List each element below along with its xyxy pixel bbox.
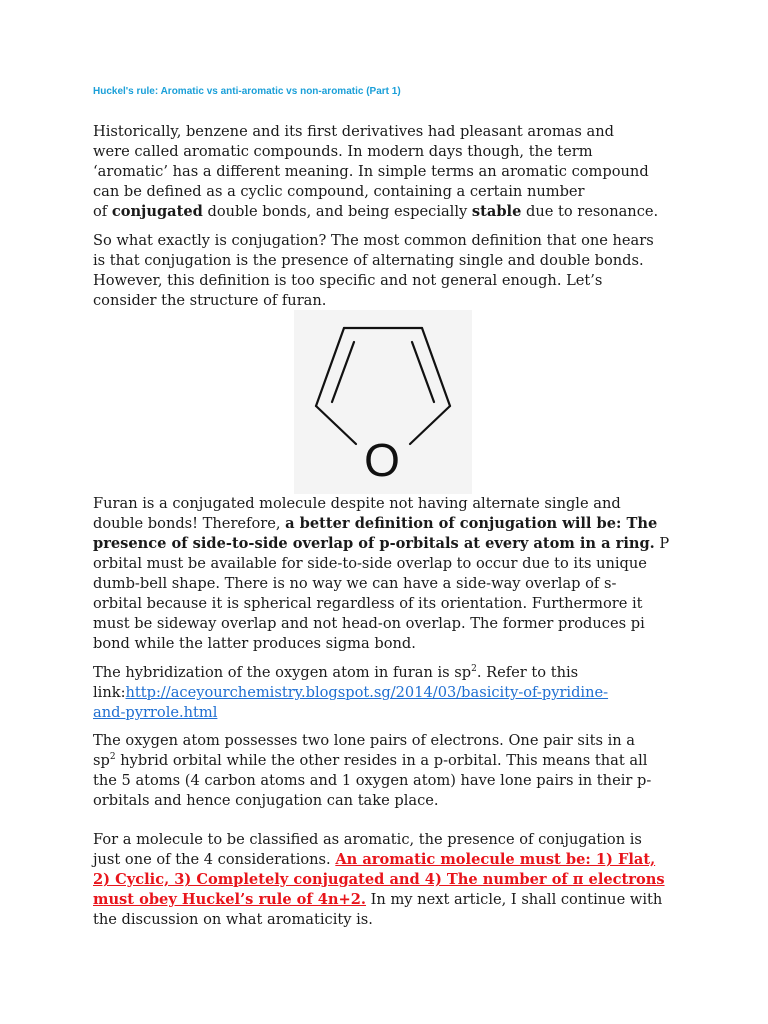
superscript: 2 [109,752,116,763]
paragraph-lone-pairs [93,731,683,811]
text-line: Furan is a conjugated molecule despite not having alternate single and [93,495,621,512]
text-line: orbital because it is spherical regardless of its orientation. Furthermore it [93,595,643,612]
highlighted-criteria: An aromatic molecule must be: 1) Flat, [335,851,656,868]
paragraph-intro [93,122,683,222]
text-line [93,663,683,683]
text-line: consider the structure of furan. [93,292,327,309]
blog-link-continued[interactable]: and-pyrrole.html [93,704,218,721]
superscript: 2 [471,664,477,675]
text-run: In my next article, I shall continue with [366,891,663,908]
text-run: sp [93,752,110,769]
bold-definition: presence of side-to-side overlap of p-orbitals at every atom in a ring. [93,535,655,552]
text-line [93,534,683,554]
text-line [93,202,683,222]
text-line [93,703,683,723]
text-line: must be sideway overlap and not head-on overlap. The former produces pi [93,615,645,632]
bold-term-conjugated: conjugated [111,203,203,220]
text-line: So what exactly is conjugation? The most common definition that one hears [93,232,654,249]
text-run: P [654,535,670,552]
blog-link[interactable]: http://aceyourchemistry.blogspot.sg/2014/03/basicity-of-pyridine- [125,684,609,701]
text-run: of [93,203,112,220]
text-run: The hybridization of the oxygen atom in furan is sp [93,664,472,681]
text-run: double bonds, and being especially [202,203,472,220]
text-line: The oxygen atom possesses two lone pairs of electrons. One pair sits in a [93,732,635,749]
text-line: Historically, benzene and its first derivatives had pleasant aromas and [93,123,614,140]
text-line: However, this definition is too specific and not general enough. Let’s [93,272,603,289]
paragraph-conjugation [93,231,683,311]
paragraph-furan [93,494,683,654]
text-line: the 5 atoms (4 carbon atoms and 1 oxygen atom) have lone pairs in their p- [93,772,652,789]
text-run: due to resonance. [521,203,659,220]
paragraph-aromatic-criteria [93,830,683,930]
text-run: just one of the 4 considerations. [93,851,336,868]
text-line: is that conjugation is the presence of alternating single and double bonds. [93,252,644,269]
text-line [93,514,683,534]
text-line: can be defined as a cyclic compound, containing a certain number [93,183,585,200]
text-line [93,850,683,870]
text-line: orbitals and hence conjugation can take place. [93,792,439,809]
text-line [93,751,683,771]
furan-structure-figure [294,310,472,494]
text-line [93,683,683,703]
text-line [93,870,683,890]
text-run: hybrid orbital while the other resides in a p-orbital. This means that all [115,752,648,769]
bold-definition: a better definition of conjugation will be: The [285,515,658,532]
oxygen-atom-label: O [364,434,400,486]
text-line: bond while the latter produces sigma bond. [93,635,416,652]
paragraph-hybridization [93,663,683,723]
text-line: ‘aromatic’ has a different meaning. In simple terms an aromatic compound [93,163,649,180]
text-run: . Refer to this [476,664,579,681]
text-line: the discussion on what aromaticity is. [93,911,373,928]
text-run: link: [93,684,126,701]
text-run: double bonds! Therefore, [93,515,286,532]
document-title: Huckel's rule: Aromatic vs anti-aromatic vs non-aromatic (Part 1) [93,86,401,97]
highlighted-criteria: must obey Huckel’s rule of 4n+2. [93,891,367,908]
highlighted-criteria: 2) Cyclic, 3) Completely conjugated and 4) The number of π electrons [93,871,665,888]
text-line: orbital must be available for side-to-side overlap to occur due to its unique [93,555,647,572]
text-line: were called aromatic compounds. In modern days though, the term [93,143,593,160]
text-line: dumb-bell shape. There is no way we can have a side-way overlap of s- [93,575,617,592]
text-line [93,890,683,910]
text-line: For a molecule to be classified as aromatic, the presence of conjugation is [93,831,642,848]
bold-term-stable: stable [471,203,522,220]
